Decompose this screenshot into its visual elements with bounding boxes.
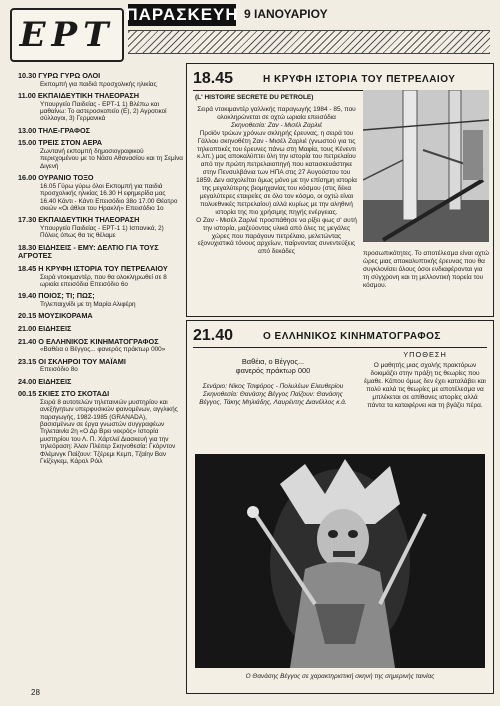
schedule-entry-title	[18, 216, 183, 225]
schedule-desc: Υπουργείο Παιδείας - ΕΡΤ-1 1) Βλέπω και μαθαίνω: Το αστεροσκοπείο (Ε), 2) Αγροτικοί σύλλογοι, 3) Γερμανικά	[40, 100, 167, 123]
schedule-time: 20.15	[18, 311, 37, 321]
feature-body-1: Προϊόν τρώων χρόνων σκληρής έρευνας, η σειρά του Γάλλου σκηνοθέτη Ζαν - Μισέλ Ζαρλιέ (γνωστού για τις τηλεοπτικές του έρευνες πάνω στη Μαφία, τους Κένεντι κ.λπ.) μας αποκαλύπτει όλη την ιστορία του πετρελαίου από την πρώτη πετρελαιοπηγή που κατασκευάστηκε στην Πενσυλβάνια των ΗΠΑ στις 27 Αυγούστου του 1859. Δεν ασχολείται όμως μόνο με την επίσημη ιστορία της μεγαλύτερης βιομηχανίας του κόσμου (στις δέκα μεγαλύτερες εταιρείες σε όλο τον κόσμο, οι οχτώ είναι πολυεθνικές πετρελαίου) αλλά κυρίως με την αληθινή ιστορία της πιο χρήσιμης πηγής ενέργειας.	[196, 129, 357, 216]
feature-body-2: Ο Ζαν - Μισέλ Ζαρλιέ προσπάθησε να ρίξει φως σ' αυτή την ιστορία, μαζεύοντας υλικά από όλες τις μεγάλες χώρες που παράγουν πετρέλαιο, μελετώντας εξονυχιστικά τόνους αρχείων, παίρνοντας συνεντεύξεις από δεκάδες	[196, 216, 357, 256]
schedule-time: 21.40	[18, 336, 37, 346]
schedule-entry	[18, 292, 183, 308]
schedule-entry-title	[18, 312, 183, 321]
schedule-entry	[18, 139, 183, 170]
schedule-time: 16.00	[18, 173, 37, 183]
feature-box-greek-cinema	[186, 320, 494, 694]
schedule-time: 18.45	[18, 264, 37, 274]
schedule-entry-title	[18, 139, 183, 148]
schedule-desc: Υπουργείο Παιδείας - ΕΡΤ-1 1) Ισπανικά, 2) Πόλεις όπως θα τις θέλαμε	[40, 225, 164, 240]
schedule-title: ΓΥΡΩ ΓΥΡΩ ΟΛΟΙ	[38, 71, 101, 80]
page-number: 28	[31, 688, 40, 697]
schedule-title: ΣΚΙΕΣ ΣΤΟ ΣΚΟΤΑΔΙ	[38, 389, 110, 399]
schedule-title: Ο ΕΛΛΗΝΙΚΟΣ ΚΙΝΗΜΑΤΟΓΡΑΦΟΣ	[38, 336, 159, 346]
schedule-entry	[18, 127, 183, 136]
film-title-line-1: Βαθέια, ο Βέγγος...	[241, 357, 305, 366]
feature-title: Η ΚΡΥΦΗ ΙΣΤΟΡΙΑ ΤΟΥ ΠΕΤΡΕΛΑΙΟΥ	[263, 73, 456, 85]
schedule-desc: Τηλεπαιχνίδι με τη Μαρία Αλιφέρη	[40, 301, 136, 309]
schedule-time: 21.00	[18, 324, 37, 334]
schedule-desc: Επεισόδιο 8ο	[40, 366, 78, 374]
feature-body-right: προσωπικότητες. Το αποτέλεσμα είναι οχτώ ώρες μιας αποκαλυπτικής έρευνας που θα συγκλονίσει όλους όσοι ενδιαφέρονται για τη σύγχρονη και τη μελλοντική πορεία του κόσμου.	[363, 250, 489, 289]
schedule-time: 24.00	[18, 376, 37, 386]
schedule-entry	[18, 216, 183, 239]
plot-text: Ο μαθητής μιας σχολής πρακτόρων δοκιμάζει στην πράξη τις θεωρίες που έμαθε. Κάπου όμως δεν έχει καταλάβει και πολύ καλά τις θεωρίες με αποτέλεσμα να μπλέκεται σε απίθανες ιστορίες αλλά πάντα τα καταφέρνει και τη βγάζει πέρα.	[364, 362, 486, 409]
schedule-entry	[18, 244, 183, 261]
schedule-time: 17.30	[18, 215, 37, 225]
schedule-time: 23.15	[18, 356, 37, 366]
schedule-title: ΠΟΙΟΣ; ΤΙ; ΠΩΣ;	[38, 291, 95, 301]
schedule-column	[18, 72, 183, 469]
schedule-time: 11.00	[18, 91, 36, 100]
schedule-entry	[18, 312, 183, 321]
schedule-entry	[18, 174, 183, 212]
schedule-desc: Σειρά 8 αυτοτελών τηλεταινιών μυστηρίου και ανεξήγητων υπερφυσικών φαινομένων, αγγλικής παραγωγής, 1982-1985 (GRANADA), βασισμένων σε έργα γνωστών συγγραφέων Τηλεταινία 2η «Ο Δρ Βρει νεκρός» Ιστορία μυστηρίου του Λ. Π. Χάρτλεϊ Διασκευή για την τηλεόραση: Άλαν Πλέιτερ Σκηνοθεσία: Γκόρντον Φλέμινγκ Παίζουν: Τζέρεμι Κεμπ, Τζαίην Βαν Γκίζεγκεμ, Κάρολ Ρόιλ	[40, 398, 178, 466]
schedule-time: 15.00	[18, 138, 37, 148]
schedule-entry	[18, 92, 183, 123]
schedule-entry-title	[18, 72, 183, 81]
feature2-title: Ο ΕΛΛΗΝΙΚΟΣ ΚΙΝΗΜΑΤΟΓΡΑΦΟΣ	[263, 330, 441, 342]
schedule-desc: 16.05 Γύρω γύρω όλοι Εκπομπή για παιδιά προσχολικής ηλικίας 16.30 Η εφημερίδα μας 16.40 Κάντι - Κάντι Επεισόδιο 38ο 17.00 Θέατρο σκιών «Οι άθλοι του Ηρακλή» Επεισόδιο 1ο	[40, 182, 178, 213]
plot-heading: ΥΠΟΘΕΣΗ	[403, 350, 447, 359]
film-title-line-2: φανερός πράκτωρ 000	[235, 366, 311, 375]
schedule-title: ΕΙΔΗΣΕΙΣ - ΕΜΥ: ΔΕΛΤΙΟ ΓΙΑ ΤΟΥΣ ΑΓΡΟΤΕΣ	[18, 242, 159, 261]
schedule-title: ΕΚΠΑΙΔΕΥΤΙΚΗ ΤΗΛΕΟΡΑΣΗ	[38, 215, 140, 225]
schedule-entry-title	[18, 174, 183, 183]
film-plot	[363, 351, 487, 410]
schedule-entry-title	[18, 127, 183, 136]
feature-box-oil-history	[186, 63, 494, 317]
schedule-entry	[18, 358, 183, 374]
schedule-entry-title	[18, 325, 183, 334]
original-title: (L' HISTOIRE SECRETE DU PETROLE)	[195, 94, 314, 101]
schedule-entry	[18, 325, 183, 334]
film-credits-text: Σενάριο: Νίκος Τσιφόρος - Πολυλέων Ελευθερίου Σκηνοθεσία: Θανάσης Βέγγος Παίζουν: Θανάσης Βέγγος, Τάκης Μηλιάδης, Λαυρέντης Διανέλλος κ.ά.	[199, 383, 347, 406]
schedule-entry-title	[18, 265, 183, 274]
schedule-title: ΜΟΥΣΙΚΟΡΑΜΑ	[38, 311, 93, 321]
film-scene-photo	[195, 454, 485, 668]
schedule-title: ΤΗΛΕ-ΓΡΑΦΟΣ	[38, 125, 91, 135]
feature2-title-bar	[193, 325, 487, 348]
schedule-title: ΤΡΕΙΣ ΣΤΟΝ ΑΕΡΑ	[38, 138, 103, 148]
schedule-time: 10.30	[18, 71, 37, 80]
schedule-desc: Ζωντανή εκπομπή δημοσιογραφικού περιεχομένου με το Νάσο Αθανασίου και τη Σεμίνα Διγενή	[40, 148, 183, 170]
schedule-desc: Σειρά ντοκιμαντέρ, που θα ολοκληρωθεί σε 8 ωριαία επεισόδια Επεισόδιο 6ο	[40, 273, 167, 289]
schedule-entry	[18, 390, 183, 465]
schedule-entry-title	[18, 292, 183, 301]
schedule-title: ΕΙΔΗΣΕΙΣ	[38, 324, 72, 334]
schedule-entry-title	[18, 358, 183, 367]
photo-caption: Ο Θανάσης Βέγγος σε χαρακτηριστική σκηνή της σημερινής ταινίας	[245, 673, 435, 680]
schedule-entry	[18, 338, 183, 354]
schedule-title: ΕΚΠΑΙΔΕΥΤΙΚΗ ΤΗΛΕΟΡΑΣΗ	[37, 91, 140, 100]
feature-time: 18.45	[193, 70, 234, 87]
schedule-entry	[18, 72, 183, 88]
schedule-desc: «Βαθέια ο Βέγγος... φανερός πράκτωρ 000»	[40, 346, 166, 354]
schedule-time: 18.30	[18, 242, 37, 252]
schedule-time: 19.40	[18, 291, 37, 301]
schedule-desc: Εκπομπή για παιδιά προσχολικής ηλικίας	[40, 80, 157, 88]
schedule-title: ΕΙΔΗΣΕΙΣ	[38, 376, 72, 386]
schedule-entry-title	[18, 244, 183, 261]
date-label: 9 ΙΑΝΟΥΑΡΙΟΥ	[244, 7, 328, 21]
schedule-entry-title	[18, 92, 183, 101]
ert-logo: ΕΡΤ	[10, 8, 124, 62]
schedule-entry-title	[18, 338, 183, 347]
schedule-entry	[18, 265, 183, 288]
feature-intro: Σειρά ντοκιμαντέρ γαλλικής παραγωγής 1984 - 85, που ολοκληρώνεται σε οχτώ ωριαία επεισόδια	[197, 106, 356, 121]
schedule-title: ΟΥΡΑΝΙΟ ΤΟΞΟ	[38, 173, 94, 183]
feature-credit: Σκηνοθεσία: Ζαν - Μισέλ Ζαρλιέ	[231, 121, 322, 129]
hatch-band	[128, 30, 490, 54]
feature-title-bar	[193, 68, 487, 91]
oil-rig-photo	[363, 90, 489, 242]
schedule-title: Η ΚΡΥΦΗ ΙΣΤΟΡΙΑ ΤΟΥ ΠΕΤΡΕΛΑΙΟΥ	[38, 264, 168, 274]
schedule-entry-title	[18, 390, 183, 399]
film-credits	[195, 357, 351, 407]
feature-text	[195, 106, 358, 256]
feature2-time: 21.40	[193, 327, 234, 344]
schedule-title: ΟΙ ΣΚΛΗΡΟΙ ΤΟΥ ΜΑΪΑΜΙ	[38, 356, 126, 366]
schedule-time: 00.15	[18, 389, 37, 399]
page-header	[0, 0, 500, 62]
day-banner: ΠΑΡΑΣΚΕΥΗ	[125, 5, 239, 24]
schedule-entry	[18, 378, 183, 387]
schedule-entry-title	[18, 378, 183, 387]
schedule-time: 13.00	[18, 125, 37, 135]
